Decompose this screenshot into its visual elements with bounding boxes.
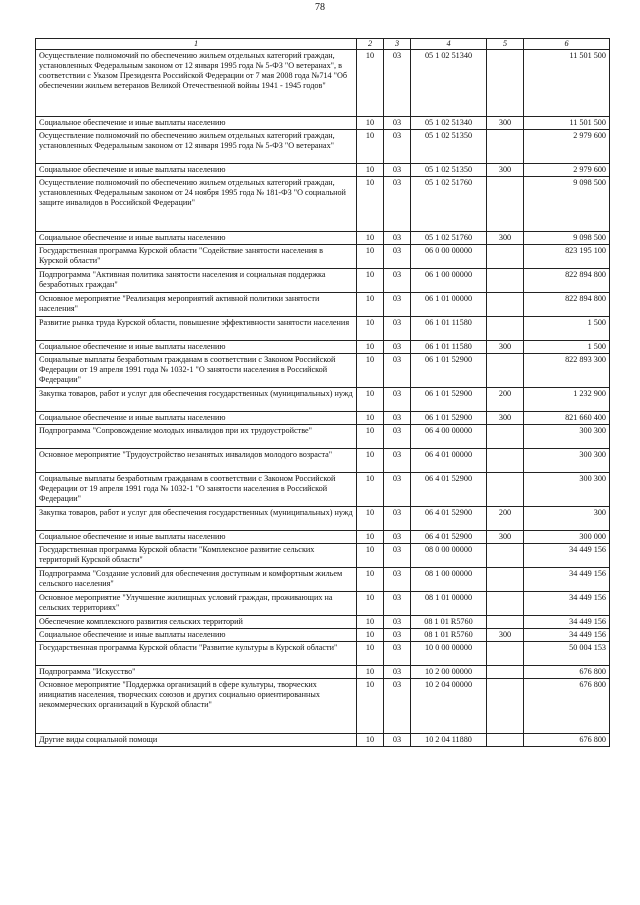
expense-type-code: 300	[487, 341, 524, 354]
amount: 1 500	[524, 341, 610, 354]
section-code: 10	[357, 425, 384, 449]
table-row	[36, 388, 610, 412]
table-row	[36, 117, 610, 130]
item-name: Социальное обеспечение и иные выплаты населению	[36, 117, 357, 130]
section-code: 10	[357, 616, 384, 629]
item-name: Социальное обеспечение и иные выплаты населению	[36, 232, 357, 245]
amount: 300 000	[524, 531, 610, 544]
table-row	[36, 317, 610, 341]
subsection-code: 03	[384, 354, 411, 388]
item-name: Социальные выплаты безработным гражданам в соответствии с Законом Российской Федерации от 19 апреля 1991 года № 1032-1 "О занятости населения в Российской Федерации"	[36, 473, 357, 507]
item-name: Основное мероприятие "Трудоустройство незанятых инвалидов молодого возраста"	[36, 449, 357, 473]
expense-type-code: 300	[487, 412, 524, 425]
table-row	[36, 568, 610, 592]
section-code: 10	[357, 642, 384, 666]
subsection-code: 03	[384, 544, 411, 568]
target-article-code: 10 2 04 00000	[411, 679, 487, 734]
target-article-code: 05 1 02 51760	[411, 177, 487, 232]
amount: 300 300	[524, 425, 610, 449]
expense-type-code	[487, 592, 524, 616]
target-article-code: 08 1 01 00000	[411, 592, 487, 616]
expense-type-code	[487, 642, 524, 666]
target-article-code: 05 1 02 51350	[411, 130, 487, 164]
amount: 822 894 800	[524, 269, 610, 293]
item-name: Основное мероприятие "Улучшение жилищных условий граждан, проживающих на сельских территориях"	[36, 592, 357, 616]
section-code: 10	[357, 568, 384, 592]
amount: 9 098 500	[524, 232, 610, 245]
subsection-code: 03	[384, 666, 411, 679]
target-article-code: 06 1 01 52900	[411, 412, 487, 425]
target-article-code: 06 1 01 00000	[411, 293, 487, 317]
header-col-1: 1	[36, 39, 357, 50]
expense-type-code	[487, 425, 524, 449]
amount: 676 800	[524, 734, 610, 747]
item-name: Подпрограмма "Создание условий для обеспечения доступным и комфортным жильем сельского населения"	[36, 568, 357, 592]
target-article-code: 08 0 00 00000	[411, 544, 487, 568]
amount: 1 500	[524, 317, 610, 341]
table-row	[36, 164, 610, 177]
item-name: Социальное обеспечение и иные выплаты населению	[36, 531, 357, 544]
item-name: Социальное обеспечение и иные выплаты населению	[36, 341, 357, 354]
subsection-code: 03	[384, 117, 411, 130]
item-name: Социальные выплаты безработным гражданам в соответствии с Законом Российской Федерации от 19 апреля 1991 года № 1032-1 "О занятости населения в Российской Федерации"	[36, 354, 357, 388]
item-name: Государственная программа Курской области "Развитие культуры в Курской области"	[36, 642, 357, 666]
expense-type-code	[487, 473, 524, 507]
header-row	[36, 39, 610, 50]
expense-type-code: 300	[487, 164, 524, 177]
expense-type-code: 200	[487, 388, 524, 412]
item-name: Подпрограмма "Сопровождение молодых инвалидов при их трудоустройстве"	[36, 425, 357, 449]
section-code: 10	[357, 592, 384, 616]
expense-type-code	[487, 679, 524, 734]
section-code: 10	[357, 507, 384, 531]
amount: 34 449 156	[524, 592, 610, 616]
item-name: Государственная программа Курской области "Комплексное развитие сельских территорий Курской области"	[36, 544, 357, 568]
expense-type-code	[487, 177, 524, 232]
section-code: 10	[357, 50, 384, 117]
target-article-code: 06 4 01 52900	[411, 473, 487, 507]
amount: 34 449 156	[524, 616, 610, 629]
table-row	[36, 616, 610, 629]
expense-type-code	[487, 130, 524, 164]
item-name: Подпрограмма "Искусство"	[36, 666, 357, 679]
expense-type-code	[487, 544, 524, 568]
amount: 1 232 900	[524, 388, 610, 412]
section-code: 10	[357, 473, 384, 507]
page-number: 78	[315, 2, 325, 13]
expense-type-code: 300	[487, 117, 524, 130]
target-article-code: 08 1 01 R5760	[411, 616, 487, 629]
target-article-code: 05 1 02 51760	[411, 232, 487, 245]
target-article-code: 06 0 00 00000	[411, 245, 487, 269]
amount: 2 979 600	[524, 164, 610, 177]
amount: 300 300	[524, 449, 610, 473]
expense-type-code	[487, 354, 524, 388]
section-code: 10	[357, 293, 384, 317]
table-row	[36, 507, 610, 531]
subsection-code: 03	[384, 388, 411, 412]
subsection-code: 03	[384, 412, 411, 425]
section-code: 10	[357, 130, 384, 164]
expense-type-code	[487, 317, 524, 341]
table-row	[36, 354, 610, 388]
table-row	[36, 734, 610, 747]
table-row	[36, 592, 610, 616]
subsection-code: 03	[384, 164, 411, 177]
subsection-code: 03	[384, 449, 411, 473]
item-name: Другие виды социальной помощи	[36, 734, 357, 747]
item-name: Закупка товаров, работ и услуг для обеспечения государственных (муниципальных) нужд	[36, 507, 357, 531]
section-code: 10	[357, 341, 384, 354]
subsection-code: 03	[384, 269, 411, 293]
section-code: 10	[357, 679, 384, 734]
subsection-code: 03	[384, 734, 411, 747]
subsection-code: 03	[384, 642, 411, 666]
expense-type-code	[487, 50, 524, 117]
amount: 676 800	[524, 679, 610, 734]
subsection-code: 03	[384, 317, 411, 341]
item-name: Государственная программа Курской области "Содействие занятости населения в Курской области"	[36, 245, 357, 269]
amount: 2 979 600	[524, 130, 610, 164]
header-col-6: 6	[524, 39, 610, 50]
section-code: 10	[357, 666, 384, 679]
table-row	[36, 425, 610, 449]
expense-type-code: 300	[487, 232, 524, 245]
section-code: 10	[357, 354, 384, 388]
target-article-code: 10 0 00 00000	[411, 642, 487, 666]
item-name: Закупка товаров, работ и услуг для обеспечения государственных (муниципальных) нужд	[36, 388, 357, 412]
item-name: Социальное обеспечение и иные выплаты населению	[36, 412, 357, 425]
item-name: Обеспечение комплексного развития сельских территорий	[36, 616, 357, 629]
amount: 300 300	[524, 473, 610, 507]
subsection-code: 03	[384, 245, 411, 269]
subsection-code: 03	[384, 629, 411, 642]
table-row	[36, 245, 610, 269]
item-name: Социальное обеспечение и иные выплаты населению	[36, 629, 357, 642]
subsection-code: 03	[384, 592, 411, 616]
section-code: 10	[357, 531, 384, 544]
section-code: 10	[357, 117, 384, 130]
subsection-code: 03	[384, 293, 411, 317]
amount: 34 449 156	[524, 568, 610, 592]
expense-type-code: 300	[487, 531, 524, 544]
table-row	[36, 629, 610, 642]
table-row	[36, 531, 610, 544]
item-name: Основное мероприятие "Реализация мероприятий активной политики занятости населения"	[36, 293, 357, 317]
subsection-code: 03	[384, 473, 411, 507]
table-row	[36, 473, 610, 507]
amount: 9 098 500	[524, 177, 610, 232]
expense-type-code	[487, 568, 524, 592]
table-row	[36, 544, 610, 568]
table-row	[36, 341, 610, 354]
target-article-code: 06 1 01 11580	[411, 317, 487, 341]
header-col-4: 4	[411, 39, 487, 50]
header-col-3: 3	[384, 39, 411, 50]
section-code: 10	[357, 544, 384, 568]
budget-table	[35, 38, 610, 747]
section-code: 10	[357, 317, 384, 341]
target-article-code: 08 1 00 00000	[411, 568, 487, 592]
table-row	[36, 642, 610, 666]
target-article-code: 06 1 01 52900	[411, 354, 487, 388]
subsection-code: 03	[384, 232, 411, 245]
subsection-code: 03	[384, 568, 411, 592]
table-body	[36, 50, 610, 747]
section-code: 10	[357, 269, 384, 293]
amount: 34 449 156	[524, 629, 610, 642]
amount: 822 893 300	[524, 354, 610, 388]
subsection-code: 03	[384, 616, 411, 629]
table-row	[36, 232, 610, 245]
target-article-code: 10 2 04 11880	[411, 734, 487, 747]
target-article-code: 06 1 00 00000	[411, 269, 487, 293]
amount: 11 501 500	[524, 117, 610, 130]
table-row	[36, 666, 610, 679]
expense-type-code	[487, 666, 524, 679]
amount: 11 501 500	[524, 50, 610, 117]
amount: 300	[524, 507, 610, 531]
target-article-code: 05 1 02 51350	[411, 164, 487, 177]
item-name: Основное мероприятие "Поддержка организаций в сфере культуры, творческих инициатив населения, творческих союзов и других социально ориентированных некоммерческих организаций в Курской области"	[36, 679, 357, 734]
expense-type-code	[487, 616, 524, 629]
item-name: Осуществление полномочий по обеспечению жильем отдельных категорий граждан, установленных Федеральным законом от 12 января 1995 года № 5-ФЗ "О ветеранах"	[36, 130, 357, 164]
header-col-5: 5	[487, 39, 524, 50]
target-article-code: 05 1 02 51340	[411, 50, 487, 117]
target-article-code: 06 4 01 52900	[411, 507, 487, 531]
amount: 676 800	[524, 666, 610, 679]
item-name: Осуществление полномочий по обеспечению жильем отдельных категорий граждан, установленных Федеральным законом от 12 января 1995 года № 5-ФЗ "О ветеранах", в соответствии с Указом Президента Российской Федерации от 7 мая 2008 года №714 "Об обеспечении жильем ветеранов Великой Отечественной войны 1941 - 1945 годов"	[36, 50, 357, 117]
expense-type-code	[487, 245, 524, 269]
section-code: 10	[357, 388, 384, 412]
expense-type-code	[487, 449, 524, 473]
table-row	[36, 293, 610, 317]
section-code: 10	[357, 734, 384, 747]
section-code: 10	[357, 177, 384, 232]
subsection-code: 03	[384, 679, 411, 734]
item-name: Социальное обеспечение и иные выплаты населению	[36, 164, 357, 177]
section-code: 10	[357, 232, 384, 245]
table-row	[36, 412, 610, 425]
section-code: 10	[357, 245, 384, 269]
table-row	[36, 130, 610, 164]
section-code: 10	[357, 449, 384, 473]
target-article-code: 10 2 00 00000	[411, 666, 487, 679]
target-article-code: 06 1 01 11580	[411, 341, 487, 354]
subsection-code: 03	[384, 507, 411, 531]
subsection-code: 03	[384, 50, 411, 117]
amount: 823 195 100	[524, 245, 610, 269]
target-article-code: 06 4 01 52900	[411, 531, 487, 544]
expense-type-code	[487, 269, 524, 293]
expense-type-code: 200	[487, 507, 524, 531]
target-article-code: 06 1 01 52900	[411, 388, 487, 412]
table-row	[36, 269, 610, 293]
target-article-code: 08 1 01 R5760	[411, 629, 487, 642]
subsection-code: 03	[384, 177, 411, 232]
table-row	[36, 50, 610, 117]
section-code: 10	[357, 412, 384, 425]
amount: 50 004 153	[524, 642, 610, 666]
item-name: Развитие рынка труда Курской области, повышение эффективности занятости населения	[36, 317, 357, 341]
subsection-code: 03	[384, 130, 411, 164]
subsection-code: 03	[384, 531, 411, 544]
target-article-code: 06 4 00 00000	[411, 425, 487, 449]
item-name: Подпрограмма "Активная политика занятости населения и социальная поддержка безработных граждан"	[36, 269, 357, 293]
table-row	[36, 177, 610, 232]
amount: 821 660 400	[524, 412, 610, 425]
header-col-2: 2	[357, 39, 384, 50]
expense-type-code: 300	[487, 629, 524, 642]
subsection-code: 03	[384, 425, 411, 449]
section-code: 10	[357, 164, 384, 177]
item-name: Осуществление полномочий по обеспечению жильем отдельных категорий граждан, установленных Федеральным законом от 24 ноября 1995 года № 181-ФЗ "О социальной защите инвалидов в Российской Федерации"	[36, 177, 357, 232]
table-row	[36, 679, 610, 734]
expense-type-code	[487, 734, 524, 747]
expense-type-code	[487, 293, 524, 317]
target-article-code: 06 4 01 00000	[411, 449, 487, 473]
amount: 822 894 800	[524, 293, 610, 317]
table-row	[36, 449, 610, 473]
target-article-code: 05 1 02 51340	[411, 117, 487, 130]
section-code: 10	[357, 629, 384, 642]
subsection-code: 03	[384, 341, 411, 354]
amount: 34 449 156	[524, 544, 610, 568]
